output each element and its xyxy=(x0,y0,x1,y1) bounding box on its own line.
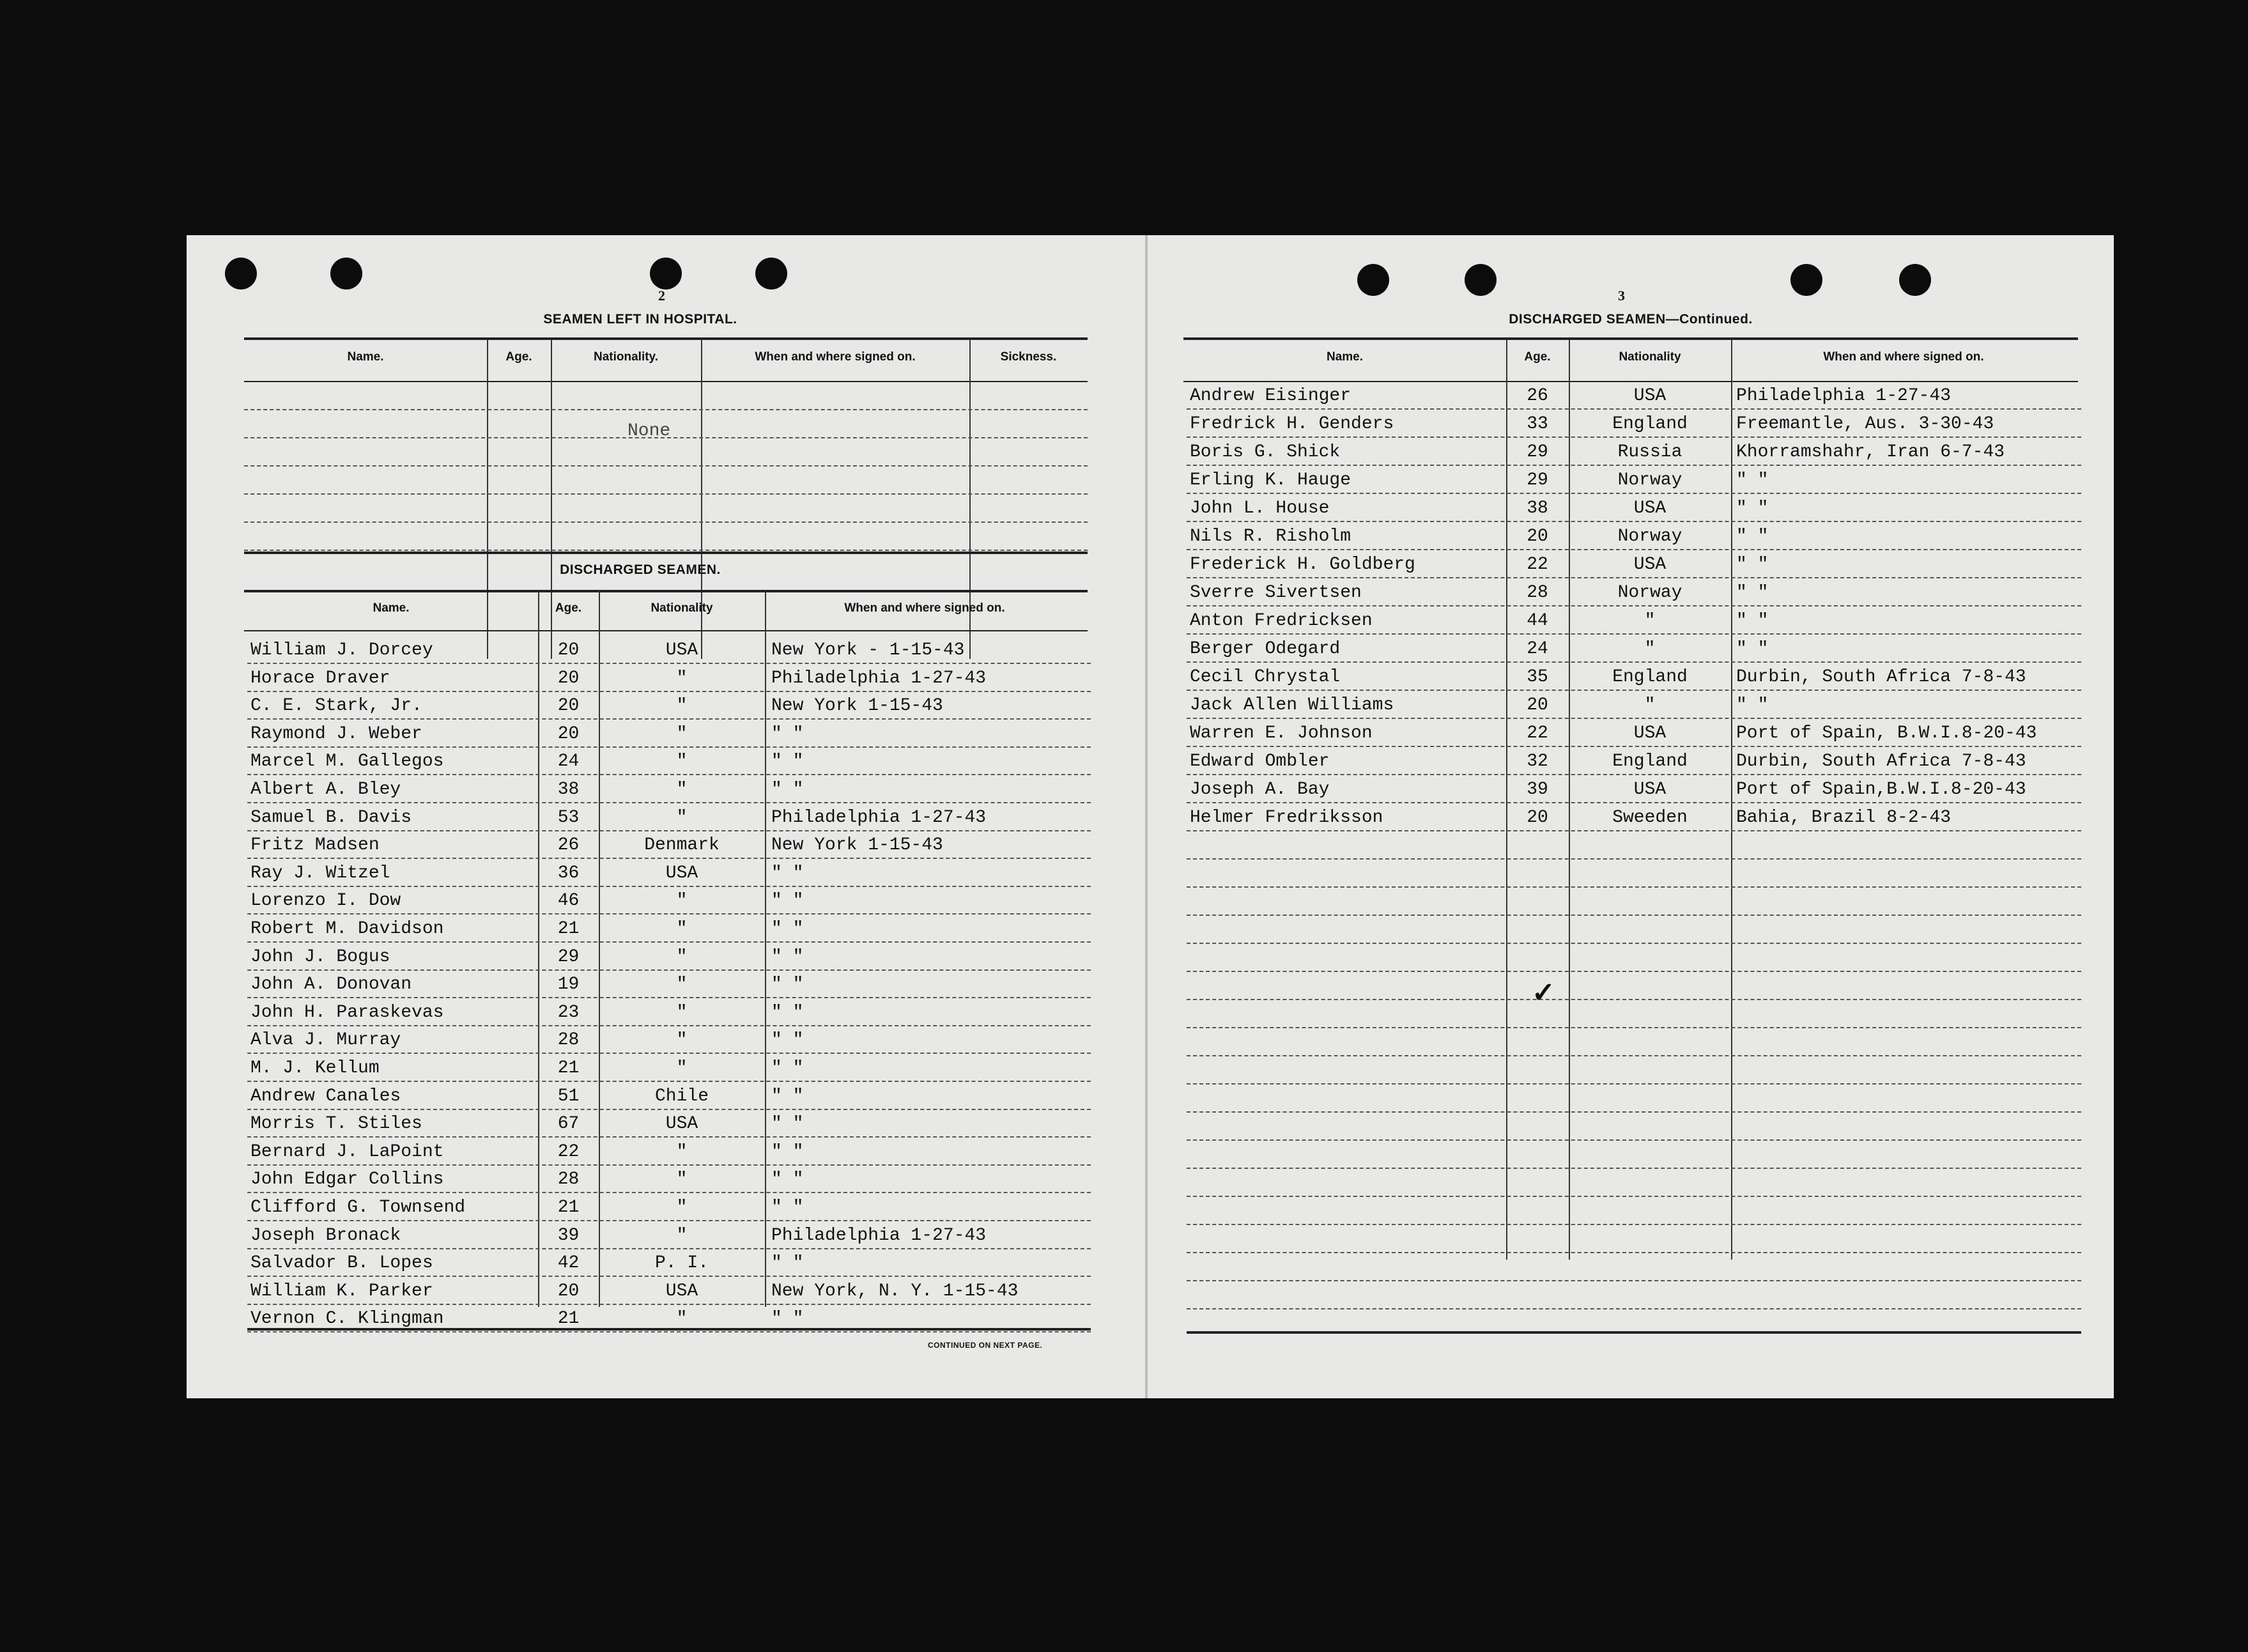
seaman-age: 21 xyxy=(557,1309,580,1329)
seaman-signed-on: Durbin, South Africa 7-8-43 xyxy=(1736,752,2026,771)
seaman-name: Ray J. Witzel xyxy=(250,863,390,883)
seaman-signed-on: " " xyxy=(771,891,804,911)
seaman-name: Albert A. Bley xyxy=(250,780,401,799)
row-line xyxy=(247,997,1091,998)
row-line xyxy=(1187,521,2081,522)
row-line xyxy=(247,1081,1091,1082)
seaman-signed-on: " " xyxy=(1736,583,1769,603)
row-line xyxy=(247,1304,1091,1305)
row-line xyxy=(247,1192,1091,1193)
seaman-nationality: Norway xyxy=(1617,583,1682,603)
row-line xyxy=(247,858,1091,859)
discharged-section-title: DISCHARGED SEAMEN. xyxy=(560,562,721,577)
seaman-age: 22 xyxy=(1527,555,1548,575)
document-sheet xyxy=(187,235,2114,1398)
seaman-nationality: Chile xyxy=(654,1086,709,1106)
seaman-nationality: P. I. xyxy=(654,1253,709,1274)
seaman-nationality: Russia xyxy=(1617,442,1682,462)
column-divider xyxy=(1731,339,1732,1260)
discharged-bottom-rule xyxy=(247,1328,1091,1331)
row-line xyxy=(1187,408,2081,410)
seaman-name: Nils R. Risholm xyxy=(1190,527,1351,546)
continued-col-signed-on: When and where signed on. xyxy=(1823,350,1984,364)
row-line xyxy=(1187,1055,2081,1056)
hospital-top-rule xyxy=(244,337,1088,340)
seaman-name: John Edgar Collins xyxy=(250,1170,444,1190)
seaman-age: 33 xyxy=(1527,414,1548,434)
seaman-nationality: " xyxy=(676,752,688,772)
seaman-name: Jack Allen Williams xyxy=(1190,695,1394,715)
seaman-signed-on: " " xyxy=(771,1309,804,1329)
seaman-nationality: USA xyxy=(1633,498,1667,518)
seaman-signed-on: Port of Spain, B.W.I.8-20-43 xyxy=(1736,723,2037,743)
row-line xyxy=(247,941,1091,943)
seaman-signed-on: " " xyxy=(1736,611,1769,631)
seaman-signed-on: Port of Spain,B.W.I.8-20-43 xyxy=(1736,780,2026,799)
hospital-col-nationality: Nationality. xyxy=(594,350,658,364)
row-line xyxy=(247,802,1091,803)
seaman-nationality: " xyxy=(676,1030,688,1051)
seaman-signed-on: " " xyxy=(771,1141,804,1162)
seaman-name: Marcel M. Gallegos xyxy=(250,752,444,772)
seaman-nationality: " xyxy=(676,1058,688,1078)
row-line xyxy=(1187,633,2081,635)
seaman-signed-on: " " xyxy=(1736,527,1769,546)
seaman-age: 29 xyxy=(1527,442,1548,462)
seaman-nationality: " xyxy=(676,807,688,828)
seaman-name: Fritz Madsen xyxy=(250,835,380,856)
seaman-signed-on: " " xyxy=(771,1002,804,1023)
seaman-signed-on: " " xyxy=(771,919,804,939)
seaman-name: Joseph Bronack xyxy=(250,1225,401,1246)
seaman-signed-on: New York 1-15-43 xyxy=(771,696,943,716)
hospital-col-signed-on: When and where signed on. xyxy=(755,350,916,364)
seaman-signed-on: New York, N. Y. 1-15-43 xyxy=(771,1281,1019,1301)
discharged-header-rule xyxy=(244,630,1088,631)
seaman-nationality: " xyxy=(676,946,688,967)
seaman-nationality: England xyxy=(1612,752,1688,771)
continued-header-rule xyxy=(1183,381,2078,382)
seaman-age: 22 xyxy=(1527,723,1548,743)
row-line xyxy=(247,1276,1091,1277)
seaman-signed-on: " " xyxy=(1736,470,1769,490)
row-line xyxy=(1187,436,2081,438)
seaman-signed-on: " " xyxy=(1736,498,1769,518)
column-divider xyxy=(765,591,766,1307)
seaman-signed-on: Bahia, Brazil 8-2-43 xyxy=(1736,808,1952,828)
seaman-age: 26 xyxy=(1527,386,1548,406)
seaman-age: 20 xyxy=(557,668,580,688)
seaman-age: 29 xyxy=(557,946,580,967)
discharged-col-nationality: Nationality xyxy=(651,601,713,615)
row-line xyxy=(247,1331,1091,1332)
seaman-signed-on: " " xyxy=(1736,639,1769,659)
continued-bottom-rule xyxy=(1187,1331,2081,1334)
seaman-nationality: USA xyxy=(1633,555,1667,575)
seaman-nationality: " xyxy=(676,1170,688,1190)
seaman-signed-on: " " xyxy=(771,975,804,995)
row-line xyxy=(1187,1308,2081,1309)
hospital-col-sickness: Sickness. xyxy=(1000,350,1057,364)
seaman-age: 32 xyxy=(1527,752,1548,771)
seaman-age: 67 xyxy=(557,1114,580,1134)
row-line xyxy=(1187,690,2081,691)
seaman-age: 21 xyxy=(557,1198,580,1217)
seaman-nationality: " xyxy=(676,668,688,688)
row-line xyxy=(1187,999,2081,1000)
seaman-age: 29 xyxy=(1527,470,1548,490)
row-line xyxy=(1187,1111,2081,1113)
discharged-col-signed-on: When and where signed on. xyxy=(844,601,1005,615)
row-line xyxy=(247,774,1091,775)
seaman-nationality: USA xyxy=(1633,386,1667,406)
row-line xyxy=(244,550,1088,551)
discharged-col-age: Age. xyxy=(555,601,582,615)
seaman-signed-on: " " xyxy=(771,1198,804,1217)
page-number: 2 xyxy=(658,288,665,304)
row-line xyxy=(1187,971,2081,972)
seaman-nationality: USA xyxy=(665,863,698,883)
seaman-nationality: " xyxy=(1644,639,1656,659)
seaman-name: M. J. Kellum xyxy=(250,1058,380,1078)
seaman-name: John J. Bogus xyxy=(250,946,390,967)
row-line xyxy=(1187,886,2081,888)
seaman-signed-on: Philadelphia 1-27-43 xyxy=(1736,386,1952,406)
seaman-nationality: Norway xyxy=(1617,470,1682,490)
seaman-age: 36 xyxy=(557,863,580,883)
seaman-signed-on: Durbin, South Africa 7-8-43 xyxy=(1736,667,2026,687)
seaman-nationality: " xyxy=(676,1002,688,1023)
seaman-age: 28 xyxy=(557,1030,580,1051)
continued-top-rule xyxy=(1183,337,2078,340)
row-line xyxy=(1187,1168,2081,1169)
seaman-signed-on: New York - 1-15-43 xyxy=(771,640,965,660)
seaman-nationality: England xyxy=(1612,667,1688,687)
seaman-nationality: Norway xyxy=(1617,527,1682,546)
seaman-age: 44 xyxy=(1527,611,1548,631)
row-line xyxy=(1187,1252,2081,1253)
seaman-nationality: " xyxy=(676,1309,688,1329)
seaman-nationality: " xyxy=(676,696,688,716)
row-line xyxy=(1187,830,2081,831)
seaman-age: 20 xyxy=(1527,695,1548,715)
seaman-name: Robert M. Davidson xyxy=(250,919,444,939)
seaman-name: John L. House xyxy=(1190,498,1330,518)
center-fold xyxy=(1145,235,1148,1398)
seaman-name: Lorenzo I. Dow xyxy=(250,891,401,911)
seaman-nationality: Sweeden xyxy=(1612,808,1688,828)
seaman-age: 42 xyxy=(557,1253,580,1274)
row-line xyxy=(244,521,1088,523)
row-line xyxy=(247,1248,1091,1249)
seaman-age: 20 xyxy=(557,640,580,660)
row-line xyxy=(247,691,1091,692)
seaman-age: 51 xyxy=(557,1086,580,1106)
seaman-age: 20 xyxy=(1527,808,1548,828)
seaman-nationality: USA xyxy=(665,1114,698,1134)
seaman-signed-on: Freemantle, Aus. 3-30-43 xyxy=(1736,414,1994,434)
hospital-header-rule xyxy=(244,381,1088,382)
seaman-nationality: " xyxy=(676,1198,688,1217)
seaman-age: 53 xyxy=(557,807,580,828)
row-line xyxy=(247,1053,1091,1054)
seaman-age: 26 xyxy=(557,835,580,856)
seaman-name: Fredrick H. Genders xyxy=(1190,414,1394,434)
row-line xyxy=(1187,1139,2081,1141)
row-line xyxy=(247,1220,1091,1221)
seaman-nationality: USA xyxy=(665,640,698,660)
row-line xyxy=(1187,1083,2081,1085)
seaman-name: Andrew Canales xyxy=(250,1086,401,1106)
seaman-signed-on: " " xyxy=(771,1030,804,1051)
continued-col-age: Age. xyxy=(1524,350,1551,364)
seaman-nationality: " xyxy=(1644,611,1656,631)
row-line xyxy=(1187,1027,2081,1028)
row-line xyxy=(1187,1280,2081,1281)
row-line xyxy=(1187,718,2081,719)
seaman-age: 28 xyxy=(1527,583,1548,603)
seaman-signed-on: Philadelphia 1-27-43 xyxy=(771,1225,987,1246)
seaman-name: Samuel B. Davis xyxy=(250,807,412,828)
seaman-signed-on: " " xyxy=(771,780,804,799)
seaman-name: Alva J. Murray xyxy=(250,1030,401,1051)
seaman-name: Frederick H. Goldberg xyxy=(1190,555,1415,575)
discharged-top-rule xyxy=(244,590,1088,592)
seaman-name: Vernon C. Klingman xyxy=(250,1309,444,1329)
left-page xyxy=(187,235,1145,1398)
seaman-age: 24 xyxy=(557,752,580,772)
seaman-nationality: England xyxy=(1612,414,1688,434)
row-line xyxy=(1187,1196,2081,1197)
row-line xyxy=(1187,605,2081,606)
seaman-signed-on: " " xyxy=(771,723,804,744)
seaman-name: John H. Paraskevas xyxy=(250,1002,444,1023)
seaman-name: Anton Fredricksen xyxy=(1190,611,1373,631)
seaman-signed-on: New York 1-15-43 xyxy=(771,835,943,856)
seaman-age: 21 xyxy=(557,919,580,939)
row-line xyxy=(247,1164,1091,1166)
row-line xyxy=(247,969,1091,971)
hospital-col-name: Name. xyxy=(347,350,384,364)
seaman-nationality: " xyxy=(676,1225,688,1246)
seaman-nationality: " xyxy=(676,919,688,939)
seaman-age: 38 xyxy=(1527,498,1548,518)
row-line xyxy=(1187,746,2081,747)
row-line xyxy=(247,830,1091,831)
row-line xyxy=(1187,465,2081,466)
age-check-mark: ✓ xyxy=(1532,977,1555,1008)
row-line xyxy=(244,465,1088,467)
seaman-nationality: " xyxy=(676,1141,688,1162)
seaman-nationality: USA xyxy=(1633,723,1667,743)
seaman-signed-on: " " xyxy=(1736,695,1769,715)
seaman-name: John A. Donovan xyxy=(250,975,412,995)
seaman-signed-on: " " xyxy=(771,1253,804,1274)
seaman-age: 28 xyxy=(557,1170,580,1190)
row-line xyxy=(247,886,1091,887)
row-line xyxy=(1187,493,2081,494)
row-line xyxy=(1187,774,2081,775)
seaman-name: Horace Draver xyxy=(250,668,390,688)
row-line xyxy=(247,1136,1091,1138)
seaman-name: William K. Parker xyxy=(250,1281,433,1301)
seaman-name: Bernard J. LaPoint xyxy=(250,1141,444,1162)
hospital-bottom-rule xyxy=(244,552,1088,554)
seaman-name: Boris G. Shick xyxy=(1190,442,1341,462)
seaman-signed-on: " " xyxy=(771,1058,804,1078)
seaman-name: Morris T. Stiles xyxy=(250,1114,422,1134)
seaman-signed-on: " " xyxy=(771,946,804,967)
seaman-name: Helmer Fredriksson xyxy=(1190,808,1383,828)
seaman-age: 20 xyxy=(557,1281,580,1301)
row-line xyxy=(247,1025,1091,1026)
seaman-name: Salvador B. Lopes xyxy=(250,1253,433,1274)
row-line xyxy=(1187,1224,2081,1225)
seaman-nationality: USA xyxy=(665,1281,698,1301)
row-line xyxy=(247,913,1091,915)
page-number: 3 xyxy=(1618,288,1625,304)
continued-col-name: Name. xyxy=(1326,350,1364,364)
seaman-age: 22 xyxy=(557,1141,580,1162)
seaman-signed-on: " " xyxy=(771,752,804,772)
seaman-signed-on: Philadelphia 1-27-43 xyxy=(771,668,987,688)
continued-section-title: DISCHARGED SEAMEN—Continued. xyxy=(1509,312,1753,327)
seaman-age: 20 xyxy=(557,696,580,716)
right-page xyxy=(1148,235,2114,1398)
row-line xyxy=(1187,943,2081,944)
seaman-name: Joseph A. Bay xyxy=(1190,780,1330,799)
row-line xyxy=(247,663,1091,664)
seaman-signed-on: " " xyxy=(771,1086,804,1106)
seaman-name: C. E. Stark, Jr. xyxy=(250,696,422,716)
row-line xyxy=(244,493,1088,495)
seaman-age: 38 xyxy=(557,780,580,799)
seaman-signed-on: " " xyxy=(771,1170,804,1190)
seaman-nationality: " xyxy=(676,780,688,799)
seaman-signed-on: Khorramshahr, Iran 6-7-43 xyxy=(1736,442,2005,462)
seaman-name: Berger Odegard xyxy=(1190,639,1341,659)
seaman-age: 39 xyxy=(1527,780,1548,799)
seaman-age: 20 xyxy=(557,723,580,744)
row-line xyxy=(1187,858,2081,860)
seaman-signed-on: " " xyxy=(1736,555,1769,575)
seaman-age: 23 xyxy=(557,1002,580,1023)
row-line xyxy=(1187,802,2081,803)
seaman-nationality: " xyxy=(676,891,688,911)
seaman-name: Cecil Chrystal xyxy=(1190,667,1341,687)
seaman-age: 39 xyxy=(557,1225,580,1246)
hospital-none-entry: None xyxy=(627,421,671,441)
row-line xyxy=(1187,577,2081,578)
seaman-name: Andrew Eisinger xyxy=(1190,386,1351,406)
seaman-name: Warren E. Johnson xyxy=(1190,723,1373,743)
seaman-age: 46 xyxy=(557,891,580,911)
seaman-nationality: " xyxy=(676,975,688,995)
row-line xyxy=(247,1109,1091,1110)
continued-col-nationality: Nationality xyxy=(1619,350,1681,364)
seaman-name: William J. Dorcey xyxy=(250,640,433,660)
seaman-nationality: Denmark xyxy=(644,835,720,856)
hospital-col-age: Age. xyxy=(505,350,532,364)
hospital-section-title: SEAMEN LEFT IN HOSPITAL. xyxy=(543,312,737,327)
row-line xyxy=(1187,661,2081,663)
row-line xyxy=(247,746,1091,748)
seaman-name: Clifford G. Townsend xyxy=(250,1198,466,1217)
seaman-nationality: USA xyxy=(1633,780,1667,799)
seaman-nationality: " xyxy=(1644,695,1656,715)
seaman-age: 19 xyxy=(557,975,580,995)
row-line xyxy=(1187,549,2081,550)
continued-note: CONTINUED ON NEXT PAGE. xyxy=(928,1341,1043,1350)
seaman-age: 35 xyxy=(1527,667,1548,687)
row-line xyxy=(247,718,1091,720)
row-line xyxy=(244,409,1088,410)
seaman-age: 24 xyxy=(1527,639,1548,659)
row-line xyxy=(1187,915,2081,916)
seaman-signed-on: " " xyxy=(771,863,804,883)
seaman-signed-on: " " xyxy=(771,1114,804,1134)
seaman-name: Sverre Sivertsen xyxy=(1190,583,1362,603)
seaman-signed-on: Philadelphia 1-27-43 xyxy=(771,807,987,828)
seaman-name: Raymond J. Weber xyxy=(250,723,422,744)
seaman-name: Edward Ombler xyxy=(1190,752,1330,771)
discharged-col-name: Name. xyxy=(373,601,410,615)
seaman-nationality: " xyxy=(676,723,688,744)
seaman-name: Erling K. Hauge xyxy=(1190,470,1351,490)
seaman-age: 21 xyxy=(557,1058,580,1078)
seaman-age: 20 xyxy=(1527,527,1548,546)
